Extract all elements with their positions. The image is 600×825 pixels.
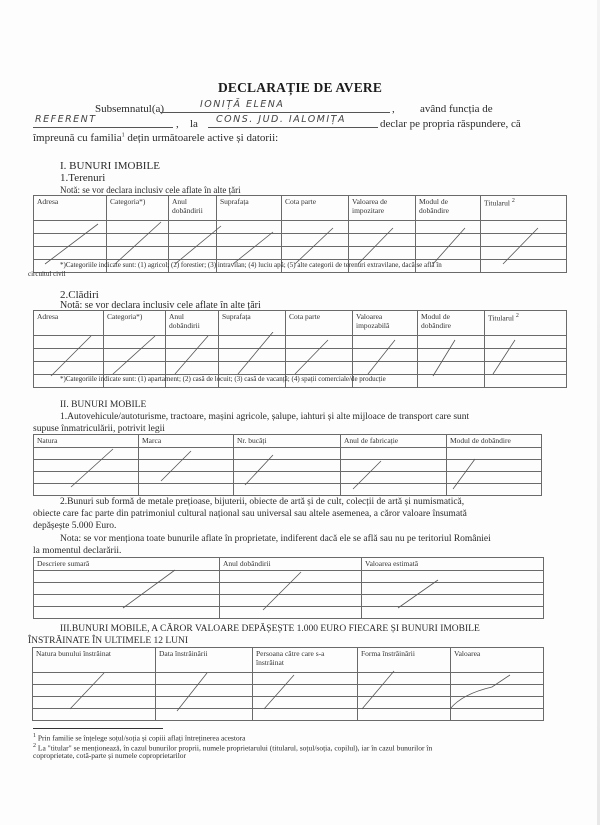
col-header: Anul dobândirii xyxy=(220,558,362,571)
col-header: Anul dobândirii xyxy=(166,311,219,336)
function-field[interactable] xyxy=(33,115,173,128)
table-row xyxy=(34,571,544,583)
col-header: Modul de dobândire xyxy=(447,435,542,448)
table-row xyxy=(34,247,567,260)
col-header: Marca xyxy=(139,435,234,448)
table-row xyxy=(34,336,567,349)
col-header: Cota parte xyxy=(282,196,349,221)
col-header: Nr. bucăți xyxy=(234,435,341,448)
valuables-paragraph-3: depășește 5.000 Euro. xyxy=(33,521,117,531)
terenuri-note: Notă: se vor declara inclusiv cele aflate în alte țări xyxy=(60,185,241,195)
cladiri-footnote: *)Categoriile indicate sunt: (1) apartament; (2) casă de locuit; (3) casă de vacanță; (4) spații comerciale/de producție xyxy=(60,375,386,383)
intro-line-3: împreună cu familia$^1$ dețin următoarele active și datorii: xyxy=(33,132,279,144)
col-header: Natura bunului înstrăinat xyxy=(33,648,156,673)
table-row xyxy=(33,709,544,721)
terenuri-heading: 1.Terenuri xyxy=(60,172,106,184)
col-header: Anul de fabricație xyxy=(341,435,447,448)
name-value: IONIȚĂ ELENA xyxy=(200,99,285,110)
vehicles-paragraph-cont: supuse înmatriculării, potrivit legii xyxy=(33,424,165,434)
footnote-2-cont: coproprietate, cotă-parte și numele coproprietarilor xyxy=(33,751,187,760)
table-row xyxy=(33,697,544,709)
institution-field[interactable] xyxy=(208,115,378,128)
table-row xyxy=(34,221,567,234)
col-header: Persoana către care s-a înstrăinat xyxy=(253,648,358,673)
col-header: Forma înstrăinării xyxy=(358,648,451,673)
document-title: DECLARAȚIE DE AVERE xyxy=(217,80,383,95)
table-row xyxy=(34,607,544,619)
valuables-nota: Nota: se vor menționa toate bunurile aflate în proprietate, indiferent dacă ele se află sau nu pe teritoriul României xyxy=(60,534,491,544)
col-header: Data înstrăinării xyxy=(156,648,253,673)
function-value: REFERENT xyxy=(35,114,97,125)
col-header: Valoarea impozabilă xyxy=(353,311,418,336)
col-header-titular: Titularul $^2$ xyxy=(485,311,567,336)
valuables-paragraph: 2.Bunuri sub formă de metale prețioase, bijuterii, obiecte de artă și de cult, colecții de artă și numismatică, xyxy=(60,497,465,507)
col-header: Valoarea de impozitare xyxy=(349,196,416,221)
name-field[interactable] xyxy=(160,100,390,113)
vehicles-paragraph: 1.Autovehicule/autoturisme, tractoare, mașini agricole, șalupe, iahturi și alte mijloace de transport care sunt xyxy=(60,412,470,422)
table-row xyxy=(34,349,567,362)
alienated-assets-table xyxy=(32,647,544,721)
section-3-heading: III.BUNURI MOBILE, A CĂROR VALOARE DEPĂȘEȘTE 1.000 EURO FIECARE ȘI BUNURI IMOBILE xyxy=(60,624,480,634)
col-header: Adresa xyxy=(34,311,104,336)
cladiri-note: Notă: se vor declara inclusiv cele aflate în alte țări xyxy=(60,300,261,311)
la-label: la xyxy=(190,118,198,130)
institution-value: CONS. JUD. IALOMIȚA xyxy=(216,114,346,125)
col-header: Suprafața xyxy=(217,196,282,221)
table-row xyxy=(34,484,542,496)
col-header: Modul de dobândire xyxy=(416,196,481,221)
cladiri-heading: 2.Clădiri xyxy=(60,289,99,301)
terenuri-footnote: *)Categoriile indicate sunt: (1) agricol; (2) forestier; (3) intravilan; (4) luciu apă; (5) alte categorii de terenuri extravilane, dacă se află în xyxy=(60,261,442,269)
subsemnatul-label: Subsemnatul(a) xyxy=(95,103,165,115)
section-1-heading: I. BUNURI IMOBILE xyxy=(60,160,160,172)
table-row xyxy=(34,448,542,460)
col-header: Anul dobândirii xyxy=(169,196,217,221)
table-row xyxy=(34,595,544,607)
valuables-nota-cont: la momentul declarării. xyxy=(33,546,122,556)
col-header: Categoria*) xyxy=(104,311,166,336)
table-row xyxy=(33,673,544,685)
valuables-paragraph-2: obiecte care fac parte din patrimoniul cultural național sau universal sau altele asemenea, a căror valoare însumată xyxy=(33,509,467,519)
col-header: Modul de dobândire xyxy=(418,311,485,336)
terenuri-footnote-cont: circuitul civil xyxy=(28,270,66,278)
table-row xyxy=(34,583,544,595)
section-3-heading-cont: ÎNSTRĂINATE ÎN ULTIMELE 12 LUNI xyxy=(28,636,189,646)
table-row xyxy=(33,685,544,697)
col-header: Cota parte xyxy=(286,311,353,336)
footnote-2: $^2$ La "titular" se menționează, în cazul bunurilor proprii, numele proprietarului (titularul, soțul/soția, copilul), iar în cazul bunurilor în xyxy=(33,743,433,753)
avand-functia-text: având funcția de xyxy=(420,103,493,115)
col-header: Descriere sumară xyxy=(34,558,220,571)
col-header: Natura xyxy=(34,435,139,448)
table-row xyxy=(34,362,567,375)
col-header-titular: Titularul $^2$ xyxy=(481,196,567,221)
footnote-1: $^1$ Prin familie se înțelege soțul/soția și copiii aflați întreținerea acestora xyxy=(33,733,246,743)
table-row xyxy=(34,234,567,247)
table-row xyxy=(34,460,542,472)
valuables-table xyxy=(33,557,544,619)
footnote-divider xyxy=(33,728,163,729)
col-header: Adresa xyxy=(34,196,107,221)
col-header: Categoria*) xyxy=(107,196,169,221)
table-row xyxy=(34,472,542,484)
col-header: Valoarea estimată xyxy=(362,558,544,571)
col-header: Suprafața xyxy=(219,311,286,336)
col-header: Valoarea xyxy=(451,648,544,673)
vehicles-table xyxy=(33,434,542,496)
section-2-heading: II. BUNURI MOBILE xyxy=(60,400,147,410)
declar-text: declar pe propria răspundere, că xyxy=(380,118,521,130)
